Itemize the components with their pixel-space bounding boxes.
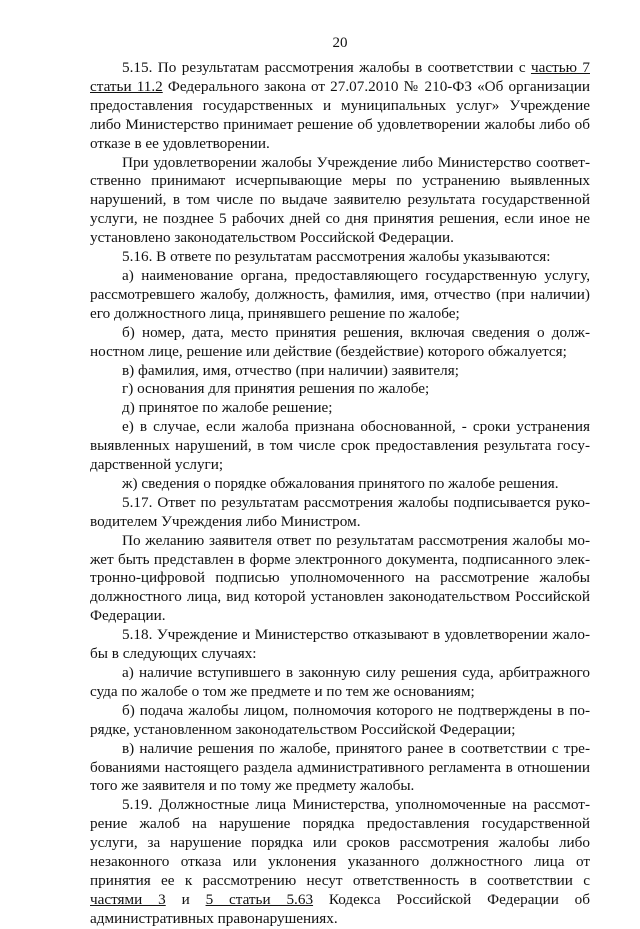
paragraph-p-5-18-a [90,664,590,702]
paragraph-text: 5.17. Ответ по результатам рассмотрения жалобы подписывается руководителем Учреждения либо Министром. [90,493,590,530]
paragraph-text: и [165,890,206,908]
paragraph-text: Кодекса Российской Федерации об административных правонарушениях. [90,890,591,927]
paragraph-text: 5.19. Должностные лица Министерства, уполномоченные на рассмотрение жалоб на нарушение порядка предоставления государственной услуги, за нарушение порядка или сроков рассмотрения жалобы либо незаконного отказа или уклонения указанного должностного лица от принятия ее к рассмотрению несут ответственность в соответствии с [90,796,590,889]
paragraph-p-5-18-b [90,702,590,740]
paragraph-text: 5.18. Учреждение и Министерство отказывают в удовлетворении жалобы в следующих случаях: [90,626,590,663]
paragraph-p-5-16-a [90,267,590,324]
paragraph-text: При удовлетворении жалобы Учреждение либо Министерство соответственно принимают исчерпывающие меры по устранению выявленных нарушений, в том числе по выдаче заявителю результата государственной услуги, не позднее 5 рабочих дней со дня принятия решения, если иное не установлено законодательством Российской Федерации. [90,153,590,247]
paragraph-p-5-16 [90,248,590,267]
paragraph-p-5-17 [90,494,590,532]
paragraph-p-5-16-d [90,399,590,418]
paragraph-text: д) принятое по жалобе решение; [122,399,333,417]
paragraph-text: Федерального закона от 27.07.2010 № 210-ФЗ «Об организации предоставления государственных и муниципальных услуг» Учреждение либо Министерство принимает решение об удовлетворении жалобы либо об отказе в ее удовлетворении. [90,77,591,152]
paragraph-text: а) наименование органа, предоставляющего государственную услугу, рассмотревшего жалобу, должность, фамилия, имя, отчество (при наличии) его должностного лица, принявшего решение по жалобе; [90,266,590,322]
law-reference-link[interactable]: 5 статьи 5.63 [205,890,314,908]
paragraph-text: 5.16. В ответе по результатам рассмотрения жалобы указываются: [122,248,551,266]
paragraph-text: б) подача жалобы лицом, полномочия которого не подтверждены в порядке, установленном законодательством Российской Федерации; [90,701,590,738]
paragraph-text: ж) сведения о порядке обжалования принятого по жалобе решения. [122,474,559,492]
paragraph-p-5-15 [90,59,590,154]
paragraph-p-5-19 [90,796,590,928]
paragraph-p-5-16-b [90,324,590,362]
paragraph-text: а) наличие вступившего в законную силу решения суда, арбитражного суда по жалобе о том же предмете и по тем же основаниям; [90,664,590,700]
paragraph-p-5-18-v [90,740,590,797]
paragraph-p-5-18 [90,626,590,664]
paragraph-text: б) номер, дата, место принятия решения, включая сведения о должностном лице, решение или действие (бездействие) которого обжалуется; [90,323,590,360]
paragraph-text: в) наличие решения по жалобе, принятого ранее в соответствии с требованиями настоящего раздела административного регламента в отношении того же заявителя и по тому же предмету жалобы. [90,739,590,795]
paragraph-p-5-16-zh [90,475,590,494]
paragraph-text: е) в случае, если жалоба признана обоснованной, - сроки устранения выявленных нарушений, в том числе срок предоставления результата государственной услуги; [90,418,590,474]
paragraph-text: По желанию заявителя ответ по результатам рассмотрения жалобы может быть представлен в форме электронного документа, подписанного электронно-цифровой подписью уполномоченного на рассмотрение жалобы должностного лица, вид которой установлен законодательством Российской Федерации. [90,531,590,625]
paragraph-text: г) основания для принятия решения по жалобе; [122,380,430,398]
paragraph-p-5-16-g [90,380,590,399]
law-reference-link[interactable]: частью 7 статьи 11.2 [90,59,590,95]
page-number: 20 [332,35,348,51]
document-body [90,59,590,929]
paragraph-text: 5.15. По результатам рассмотрения жалобы в соответствии с [122,59,531,76]
paragraph-p-5-16-e [90,418,590,475]
paragraph-p-5-16-v [90,362,590,381]
law-reference-link[interactable]: частями 3 [90,890,166,908]
paragraph-p-satisfaction [90,154,590,249]
paragraph-text: в) фамилия, имя, отчество (при наличии) заявителя; [122,361,459,379]
paragraph-p-electronic [90,532,590,627]
